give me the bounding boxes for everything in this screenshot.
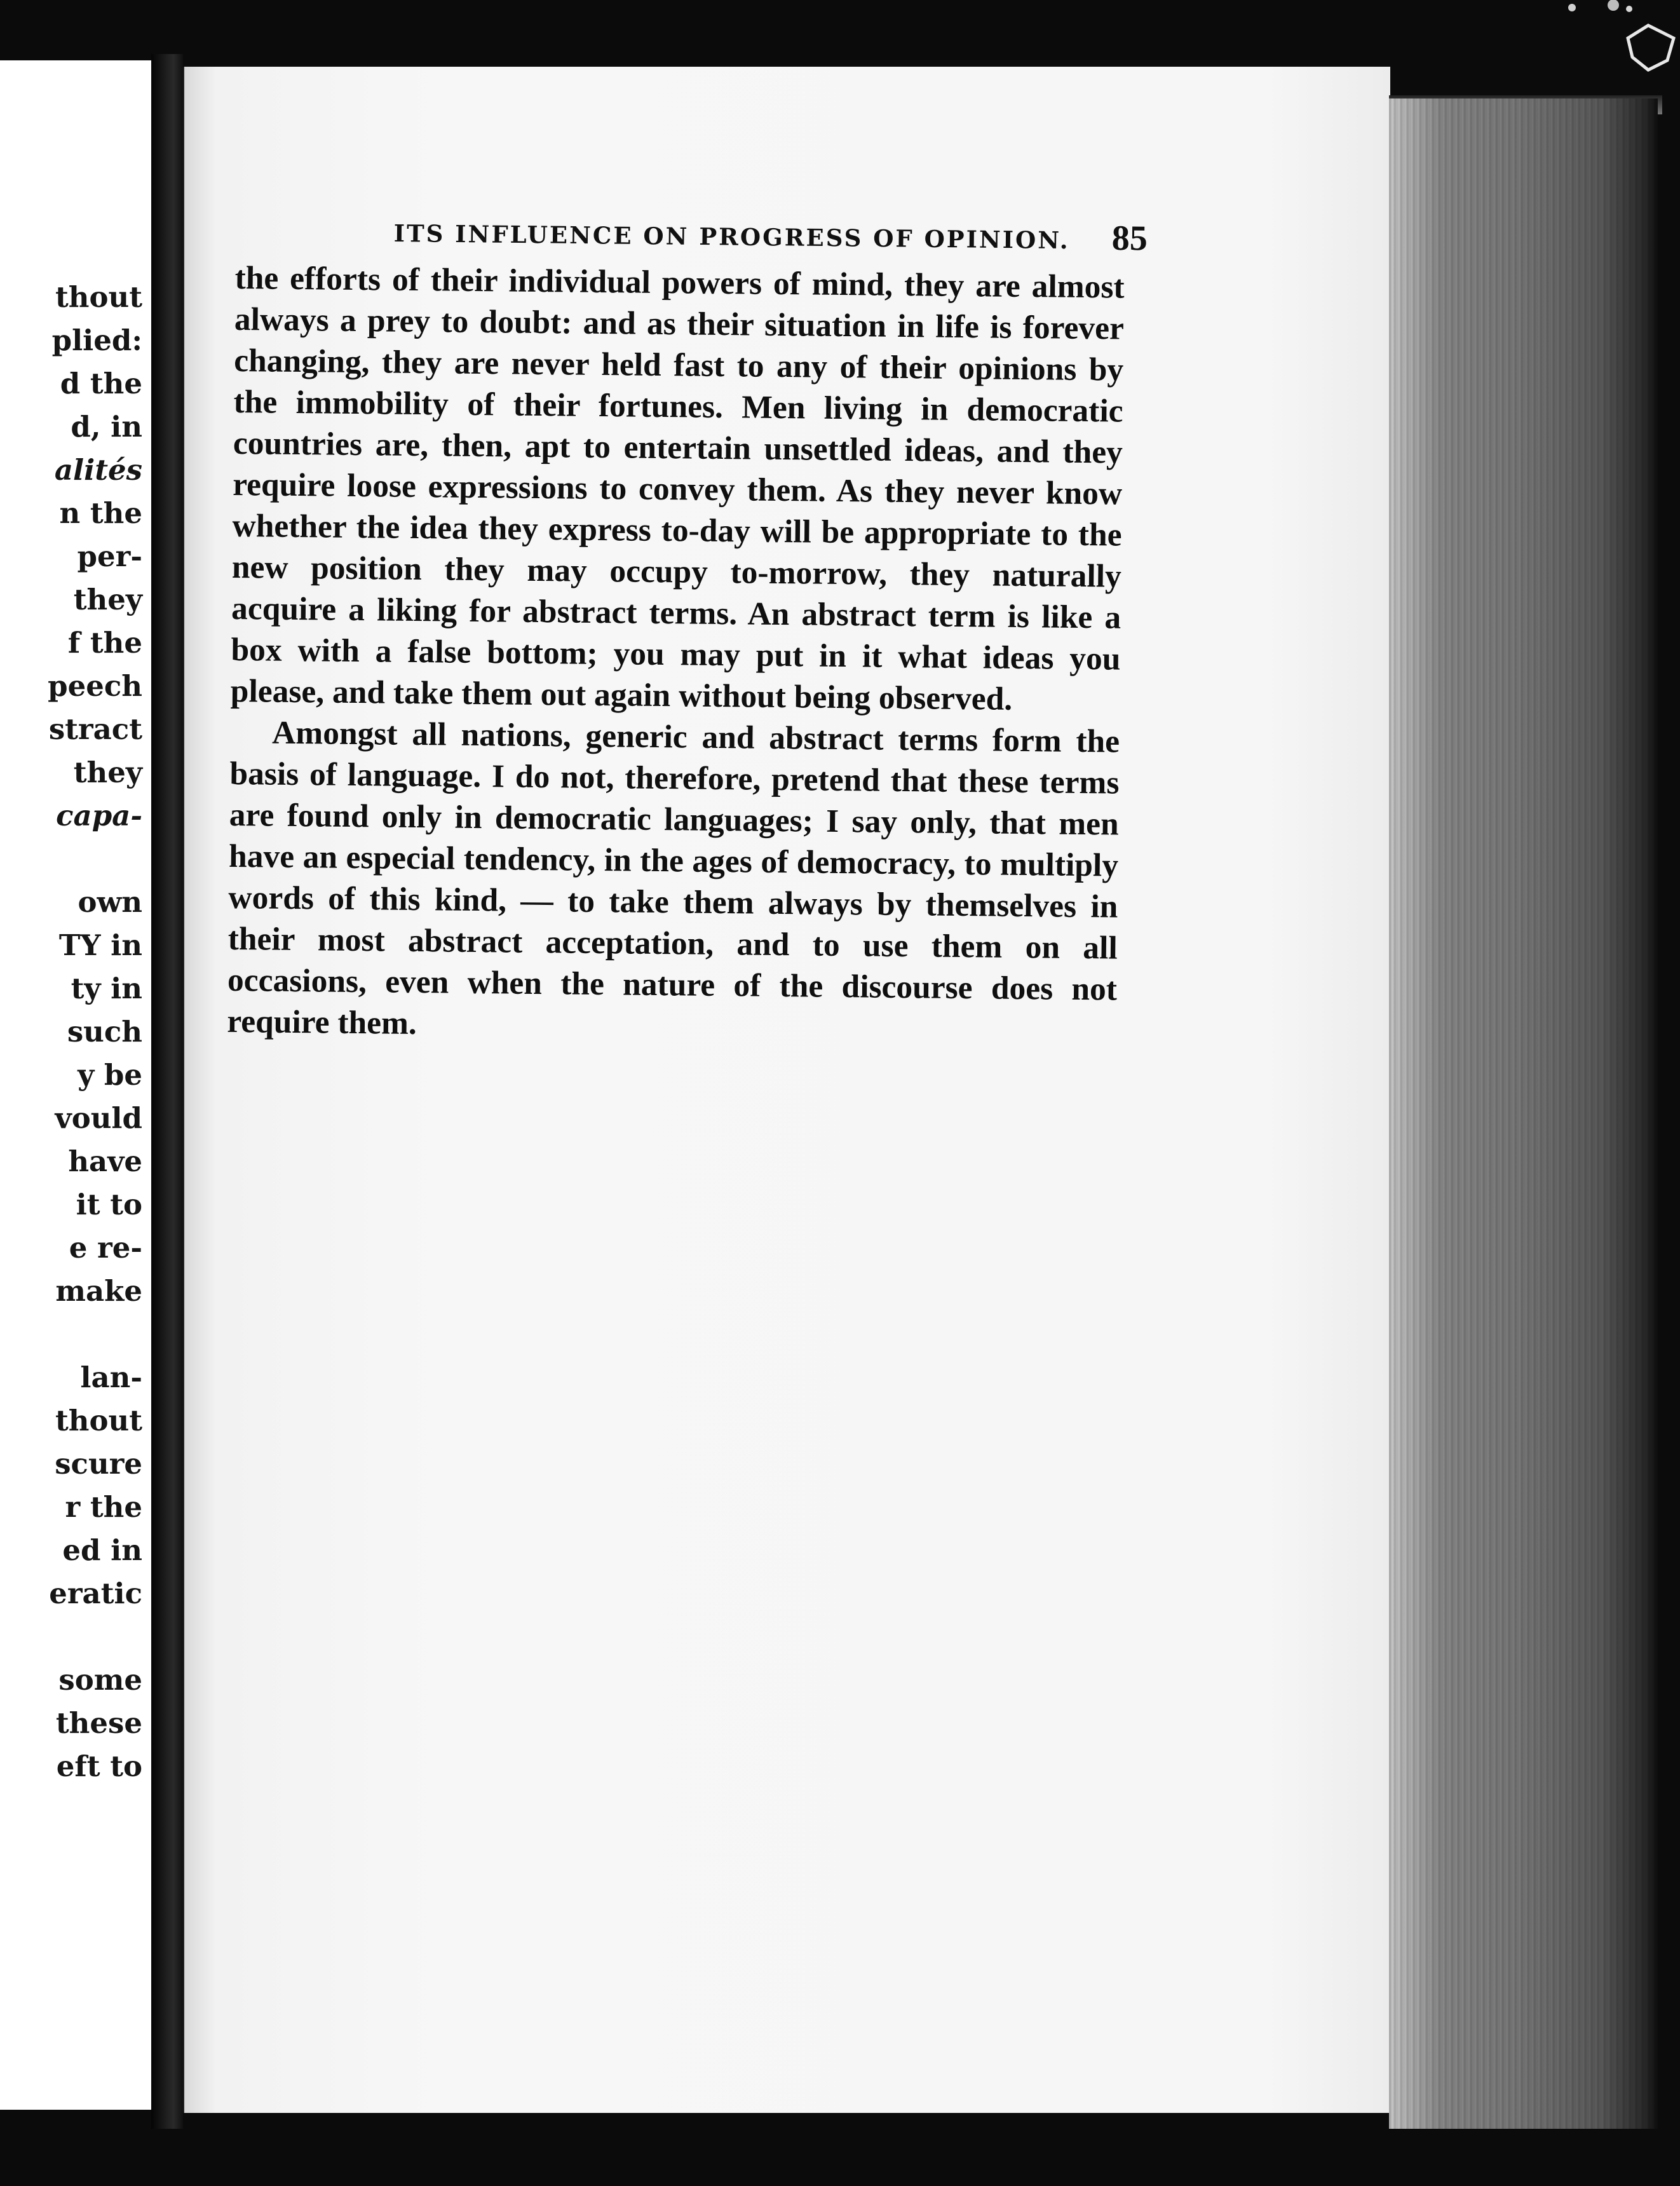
body-text: [227, 257, 1125, 1052]
previous-page-line-end: per-: [77, 540, 142, 573]
previous-page-line-end: [48, 1615, 142, 1659]
previous-page-line-end: d, in: [71, 410, 142, 444]
previous-page-line-end: peech: [48, 669, 142, 703]
previous-page-line-end: ty in: [71, 972, 142, 1005]
previous-page-line-end: these: [55, 1706, 142, 1740]
paragraph: Amongst all nations, generic and abstract terms form the basis of language. I do not, therefore, pretend that these terms are found only in democratic languages; I say only, that men have an especial tendency, in the ages of democracy, to multiply words of this kind, — to take them always by themselves in their most abstract acceptation, and to use them on all occasions, even when the nature of the discourse does not require them.: [227, 714, 1120, 1042]
previous-page-line-end: capa-: [56, 799, 142, 832]
bleed-through-text: [261, 1185, 1264, 1368]
previous-page-line-end: lan-: [80, 1361, 142, 1394]
previous-page-line-end: vould: [55, 1101, 142, 1135]
previous-page-line-end: [48, 1313, 142, 1356]
book-page: [183, 67, 1390, 2113]
previous-page-line-end: plied:: [51, 323, 142, 357]
previous-page-line-end: eratic: [49, 1577, 142, 1610]
paragraph: the efforts of their individual powers of mind, they are almost always a prey to doubt: and as their situation in life is forever changing, they are never held fast to any of their opinions by the immobility of their fortunes. Men living in democratic countries are, then, apt to entertain unsettled ideas, and they require loose expressions to convey them. As they never know whether the idea they express to-day will be appropriate to the new position they may occupy to-morrow, they naturally acquire a liking for abstract terms. An abstract term is like a box with a false bottom; you may put in it what ideas you please, and take them out again without being observed.: [230, 259, 1125, 717]
running-head: [393, 218, 1366, 259]
previous-page-line-end: y be: [78, 1058, 142, 1092]
previous-page-line-end: have: [68, 1144, 142, 1178]
running-head-title: ITS INFLUENCE ON PROGRESS OF OPINION.: [393, 219, 1070, 255]
previous-page-line-end: r the: [65, 1490, 142, 1524]
previous-page-line-end: scure: [55, 1447, 142, 1481]
previous-page-fragment: [0, 60, 154, 2110]
previous-page-line-end: ed in: [62, 1533, 142, 1567]
previous-page-line-end: make: [55, 1274, 142, 1308]
book-gutter: [151, 54, 183, 2129]
previous-page-line-end: own: [78, 885, 142, 919]
page-number: 85: [1111, 218, 1148, 259]
previous-page-line-end: alités: [54, 453, 142, 487]
previous-page-line-end: stract: [48, 712, 142, 746]
previous-page-line-end: [48, 838, 142, 881]
previous-page-line-end: they: [73, 756, 142, 789]
previous-page-line-end: they: [73, 583, 142, 616]
previous-page-line-end: d the: [60, 367, 142, 400]
previous-page-line-end: some: [58, 1663, 142, 1697]
previous-page-line-end: thout: [55, 280, 142, 314]
previous-page-line-end: n the: [59, 496, 142, 530]
previous-page-line-end: f the: [67, 626, 142, 660]
library-stamp-mark: [1553, 0, 1680, 95]
previous-page-line-end: it to: [76, 1188, 142, 1221]
previous-page-line-end: TY in: [58, 928, 142, 962]
previous-page-line-end: such: [67, 1015, 142, 1049]
previous-page-line-end: e re-: [69, 1231, 142, 1265]
book-fore-edge: [1389, 98, 1658, 2129]
previous-page-line-end: thout: [55, 1404, 142, 1437]
previous-page-line-ends: [48, 276, 142, 1788]
previous-page-line-end: eft to: [56, 1749, 142, 1783]
